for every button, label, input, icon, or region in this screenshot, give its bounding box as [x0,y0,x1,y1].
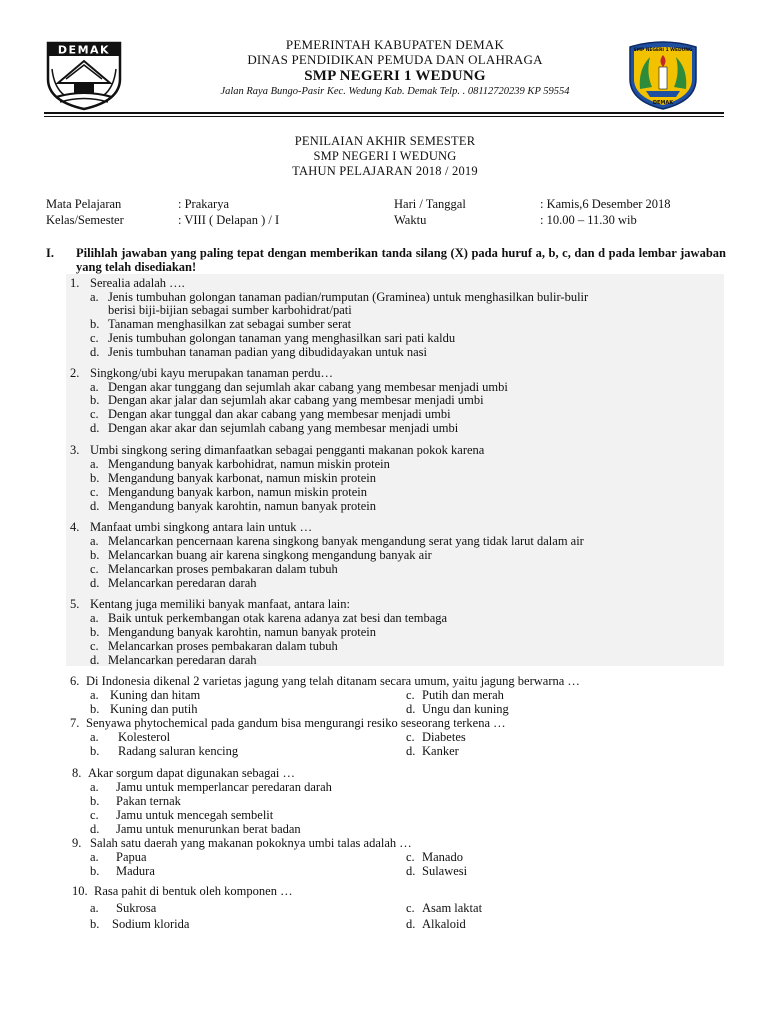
option-text: Jamu untuk menurunkan berat badan [116,822,301,836]
option-letter: c. [90,485,99,499]
question-text: Rasa pahit di bentuk oleh komponen … [94,884,293,898]
exam-title: PENILAIAN AKHIR SEMESTER [294,134,476,148]
option-letter: b. [90,702,100,716]
option-letter: d. [90,822,100,836]
option-letter: b. [90,317,100,331]
time-label: Waktu [394,213,427,227]
option-letter: b. [90,744,100,758]
svg-text:SMP NEGERI 1 WEDUNG: SMP NEGERI 1 WEDUNG [633,48,693,53]
question-text: Akar sorgum dapat digunakan sebagai … [88,766,296,780]
school-address: Jalan Raya Bungo-Pasir Kec. Wedung Kab. Demak Telp. . 08112720239 KP 59554 [220,86,570,97]
question-number: 7. [70,716,80,730]
question-number: 1. [70,276,80,290]
question-number: 10. [72,884,88,898]
option-letter: c. [406,688,415,702]
option-letter: b. [90,794,100,808]
demak-emblem-logo [44,39,124,111]
option-text: Diabetes [422,730,466,744]
option-letter: c. [90,407,99,421]
option-letter: a. [90,730,99,744]
option-letter: d. [90,576,100,590]
option-text: Melancarkan proses pembakaran dalam tubuh [108,562,338,576]
option-letter: d. [406,864,416,878]
option-text: Tanaman menghasilkan zat sebagai sumber serat [108,317,352,331]
option-text: Melancarkan peredaran darah [108,653,257,667]
school-name: SMP NEGERI 1 WEDUNG [304,68,486,84]
option-letter: d. [90,499,100,513]
option-letter: d. [90,653,100,667]
option-text: Dengan akar tunggang dan sejumlah akar cabang yang membesar menjadi umbi [108,380,508,394]
option-letter: b. [90,625,100,639]
class-value: : VIII ( Delapan ) / I [178,213,280,227]
option-letter: a. [90,611,99,625]
svg-text:DEMAK: DEMAK [57,43,111,57]
time-value: : 10.00 – 11.30 wib [540,213,637,227]
question-text: Serealia adalah …. [90,276,185,290]
option-text: Baik untuk perkembangan otak karena adanya zat besi dan tembaga [108,611,448,625]
option-text-continued: berisi biji-bijian sebagai sumber karbohidrat/pati [108,303,352,317]
option-text: Alkaloid [422,917,466,931]
question-number: 2. [70,366,80,380]
option-letter: d. [406,744,416,758]
exam-year: TAHUN PELAJARAN 2018 / 2019 [292,164,478,178]
exam-school: SMP NEGERI I WEDUNG [313,149,457,163]
option-text: Mengandung banyak karohtin, namun banyak protein [108,499,376,513]
option-letter: a. [90,457,99,471]
option-letter: d. [90,421,100,435]
option-letter: a. [90,534,99,548]
question-text: Senyawa phytochemical pada gandum bisa mengurangi resiko seseorang terkena … [86,716,506,730]
school-emblem-logo [626,39,700,111]
section-instruction: Pilihlah jawaban yang paling tepat dengan memberikan tanda silang (X) pada huruf a, b, c, dan d pada lembar jawaban yang telah disediakan! [76,246,726,274]
option-text: Melancarkan proses pembakaran dalam tubuh [108,639,338,653]
option-letter: a. [90,850,99,864]
option-text: Mengandung banyak karbon, namun miskin protein [108,485,367,499]
option-letter: c. [406,901,415,915]
question-number: 4. [70,520,80,534]
option-text: Dengan akar akar dan sejumlah cabang yang membesar menjadi umbi [108,421,459,435]
option-letter: b. [90,864,100,878]
option-text: Manado [422,850,463,864]
option-letter: c. [90,562,99,576]
option-letter: c. [406,730,415,744]
option-text: Madura [116,864,155,878]
option-letter: a. [90,780,99,794]
option-text: Mengandung banyak karbohidrat, namun miskin protein [108,457,390,471]
option-text: Dengan akar tunggal dan akar cabang yang membesar menjadi umbi [108,407,451,421]
question-number: 8. [72,766,82,780]
option-text: Sulawesi [422,864,468,878]
option-text: Jenis tumbuhan golongan tanaman yang menghasilkan sari pati kaldu [108,331,456,345]
option-letter: d. [406,917,416,931]
class-label: Kelas/Semester [46,213,124,227]
day-value: : Kamis,6 Desember 2018 [540,197,671,211]
question-text: Manfaat umbi singkong antara lain untuk … [90,520,313,534]
question-number: 3. [70,443,80,457]
option-text: Mengandung banyak karbonat, namun miskin protein [108,471,376,485]
option-text: Sodium klorida [112,917,190,931]
option-text: Melancarkan peredaran darah [108,576,257,590]
option-letter: c. [90,331,99,345]
option-text: Jenis tumbuhan tanaman padian yang dibudidayakan untuk nasi [108,345,428,359]
option-letter: d. [406,702,416,716]
option-letter: c. [406,850,415,864]
section-number: I. [46,246,54,260]
question-text: Umbi singkong sering dimanfaatkan sebagai pengganti makanan pokok karena [90,443,485,457]
option-letter: c. [90,808,99,822]
option-text: Kolesterol [118,730,171,744]
option-letter: b. [90,548,100,562]
option-text: Ungu dan kuning [422,702,509,716]
option-text: Putih dan merah [422,688,504,702]
svg-text:DEMAK: DEMAK [652,100,674,106]
option-text: Papua [116,850,147,864]
option-text: Asam laktat [422,901,483,915]
question-number: 5. [70,597,80,611]
option-text: Sukrosa [116,901,157,915]
option-text: Kuning dan putih [110,702,198,716]
option-letter: b. [90,471,100,485]
option-text: Melancarkan pencernaan karena singkong banyak mengandung serat yang tidak larut dalam air [108,534,584,548]
question-number: 6. [70,674,80,688]
government-name: PEMERINTAH KABUPATEN DEMAK [285,37,505,52]
option-text: Melancarkan buang air karena singkong mengandung banyak air [108,548,432,562]
department-name: DINAS PENDIDIKAN PEMUDA DAN OLAHRAGA [247,52,543,67]
question-text: Singkong/ubi kayu merupakan tanaman perdu… [90,366,333,380]
letterhead-rule-thin [44,116,724,117]
option-letter: b. [90,917,100,931]
subject-value: : Prakarya [178,197,230,211]
option-text: Jamu untuk memperlancar peredaran darah [116,780,332,794]
option-text: Kanker [422,744,459,758]
option-text: Mengandung banyak karohtin, namun banyak protein [108,625,376,639]
option-letter: a. [90,290,99,304]
option-letter: a. [90,688,99,702]
option-text: Jamu untuk mencegah sembelit [116,808,274,822]
option-text: Radang saluran kencing [118,744,239,758]
option-letter: b. [90,393,100,407]
question-text: Kentang juga memiliki banyak manfaat, antara lain: [90,597,350,611]
question-number: 9. [72,836,82,850]
subject-label: Mata Pelajaran [46,197,122,211]
option-letter: d. [90,345,100,359]
option-letter: a. [90,901,99,915]
day-label: Hari / Tanggal [394,197,466,211]
option-text: Kuning dan hitam [110,688,201,702]
question-text: Salah satu daerah yang makanan pokoknya umbi talas adalah … [90,836,412,850]
option-text: Pakan ternak [116,794,181,808]
option-text: Dengan akar jalar dan sejumlah akar cabang yang membesar menjadi umbi [108,393,484,407]
option-letter: a. [90,380,99,394]
question-text: Di Indonesia dikenal 2 varietas jagung yang telah ditanam secara umum, yaitu jagung berwarna … [86,674,580,688]
option-text: Jenis tumbuhan golongan tanaman padian/rumputan (Graminea) untuk menghasilkan bulir-bulir [108,290,589,304]
letterhead-rule-thick [44,112,724,114]
option-letter: c. [90,639,99,653]
